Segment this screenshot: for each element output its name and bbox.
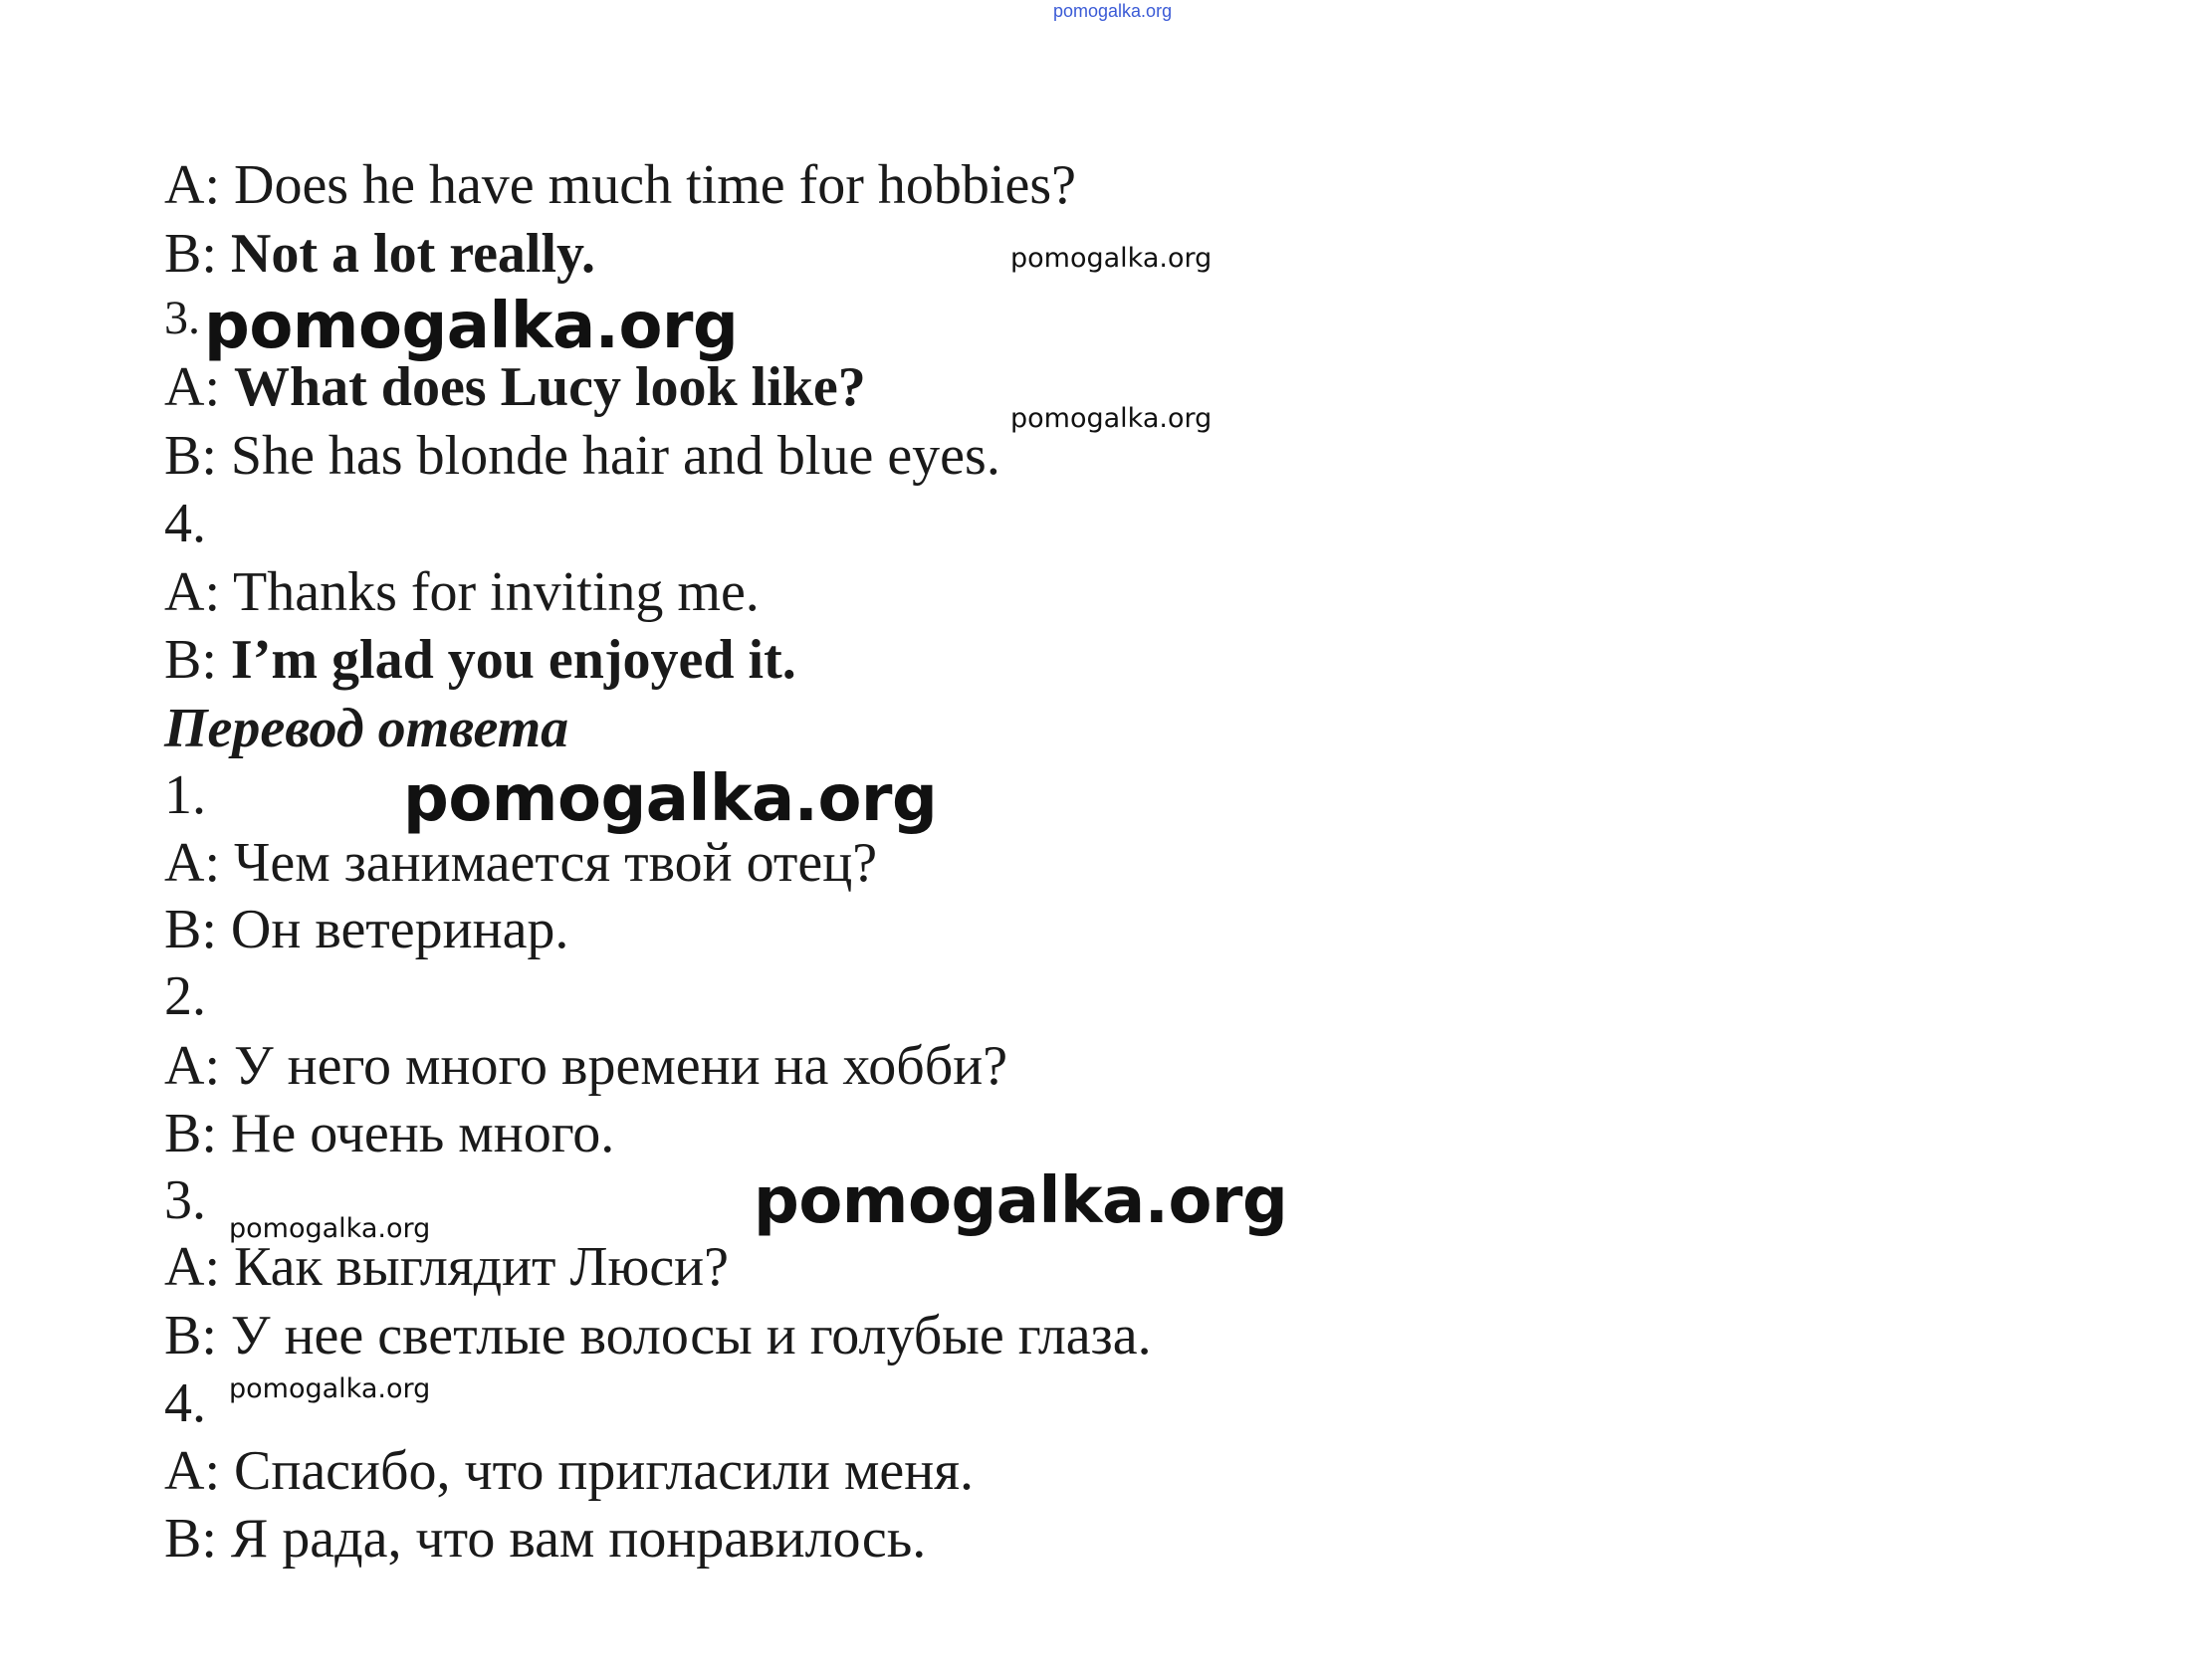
translation-line bbox=[164, 1440, 975, 1502]
line-text: Чем занимается твой отец? bbox=[234, 832, 878, 894]
translation-line bbox=[164, 1236, 729, 1298]
item-number bbox=[164, 292, 200, 344]
line-text: Не очень много. bbox=[230, 1103, 615, 1164]
line-prefix: A: bbox=[164, 154, 234, 216]
line-text: Спасибо, что пригласили меня. bbox=[234, 1440, 975, 1502]
item-number bbox=[164, 965, 206, 1027]
line-prefix: 4. bbox=[164, 493, 206, 554]
line-prefix: 2. bbox=[164, 965, 206, 1027]
line-prefix: A: bbox=[164, 1236, 234, 1298]
line-text: Как выглядит Люси? bbox=[234, 1236, 729, 1298]
line-prefix: A: bbox=[164, 561, 233, 623]
translation-line bbox=[164, 832, 878, 894]
translation-heading: Перевод ответа bbox=[164, 698, 569, 759]
dialogue-line bbox=[164, 561, 760, 623]
item-number bbox=[164, 764, 206, 826]
line-prefix: 3. bbox=[164, 292, 200, 344]
item-number bbox=[164, 1372, 206, 1434]
line-text: Я рада, что вам понравилось. bbox=[230, 1508, 927, 1570]
watermark-small: pomogalka.org bbox=[229, 1373, 431, 1404]
line-text: Он ветеринар. bbox=[230, 899, 569, 960]
line-text: У него много времени на хобби? bbox=[234, 1035, 1008, 1097]
dialogue-line bbox=[164, 356, 866, 418]
line-prefix: A: bbox=[164, 1440, 234, 1502]
translation-line bbox=[164, 1035, 1008, 1097]
line-text-bold: What does Lucy look like? bbox=[234, 356, 866, 418]
line-prefix: B: bbox=[164, 899, 231, 960]
watermark-small: pomogalka.org bbox=[1010, 403, 1212, 434]
watermark-small: pomogalka.org bbox=[229, 1213, 431, 1244]
translation-line bbox=[164, 1508, 927, 1570]
line-prefix: B: bbox=[164, 629, 231, 691]
line-prefix: A: bbox=[164, 1035, 234, 1097]
dialogue-line bbox=[164, 629, 796, 691]
line-prefix: B: bbox=[164, 1103, 231, 1164]
watermark-big: pomogalka.org bbox=[204, 290, 739, 363]
dialogue-line bbox=[164, 425, 1000, 487]
line-prefix: A: bbox=[164, 356, 234, 418]
item-number bbox=[164, 1169, 206, 1231]
line-prefix: 1. bbox=[164, 764, 206, 826]
line-prefix: A: bbox=[164, 832, 234, 894]
line-prefix: B: bbox=[164, 425, 231, 487]
line-prefix: 3. bbox=[164, 1169, 206, 1231]
dialogue-line bbox=[164, 223, 595, 285]
dialogue-line bbox=[164, 154, 1076, 216]
watermark-big: pomogalka.org bbox=[403, 762, 938, 836]
line-text-bold: Not a lot really. bbox=[230, 223, 595, 285]
top-watermark: pomogalka.org bbox=[1053, 1, 1173, 21]
item-number bbox=[164, 493, 206, 554]
line-text: She has blonde hair and blue eyes. bbox=[230, 425, 1000, 487]
watermark-big: pomogalka.org bbox=[754, 1164, 1288, 1238]
line-prefix: B: bbox=[164, 1508, 231, 1570]
translation-line bbox=[164, 899, 569, 960]
translation-line bbox=[164, 1305, 1152, 1366]
translation-line bbox=[164, 1103, 615, 1164]
line-prefix: B: bbox=[164, 1305, 231, 1366]
line-text: У нее светлые волосы и голубые глаза. bbox=[230, 1305, 1152, 1366]
line-text: Does he have much time for hobbies? bbox=[234, 154, 1076, 216]
line-prefix: 4. bbox=[164, 1372, 206, 1434]
line-text: Thanks for inviting me. bbox=[233, 561, 760, 623]
line-text-bold: I’m glad you enjoyed it. bbox=[230, 629, 796, 691]
line-prefix: B: bbox=[164, 223, 231, 285]
watermark-small: pomogalka.org bbox=[1010, 243, 1212, 274]
